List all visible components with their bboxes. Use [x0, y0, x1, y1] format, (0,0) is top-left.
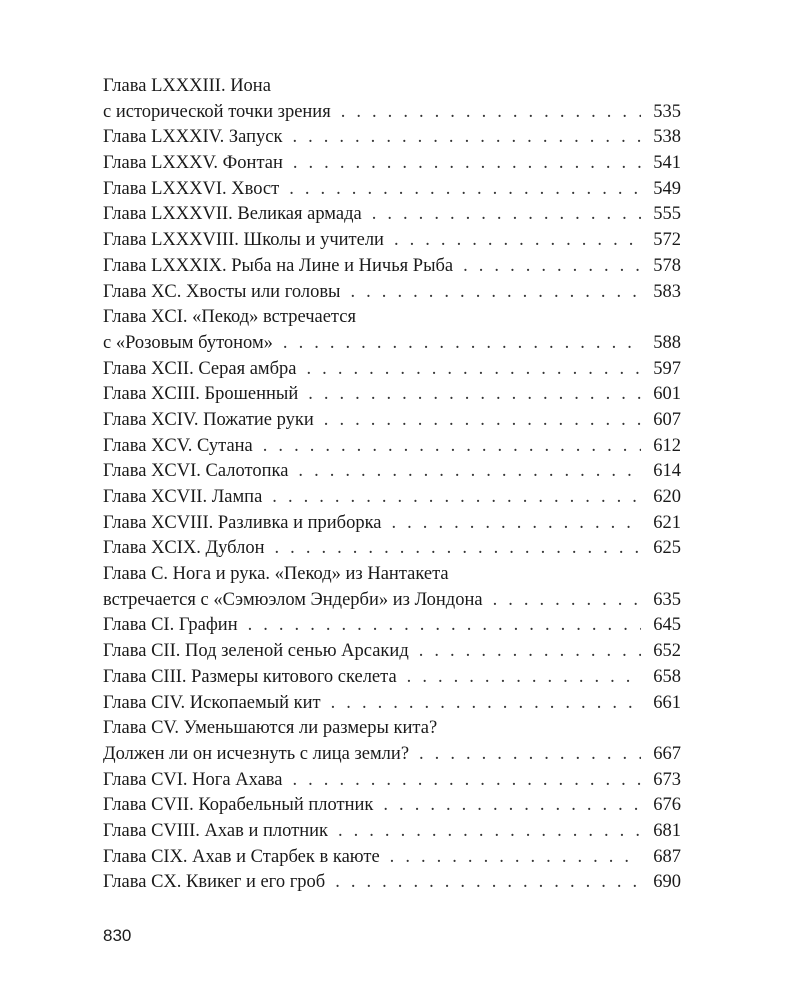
dot-leader	[283, 331, 641, 357]
chapter-title: с «Розовым бутоном»	[103, 332, 273, 353]
chapter-title: Глава LXXXVII. Великая армада	[103, 204, 362, 225]
toc-line	[103, 357, 681, 383]
toc-entry	[103, 819, 681, 845]
page-ref: 652	[653, 641, 681, 662]
toc-entry	[103, 254, 681, 280]
toc-entry	[103, 382, 681, 408]
chapter-title: Должен ли он исчезнуть с лица земли?	[103, 743, 410, 764]
chapter-title: Глава XCVI. Салотопка	[103, 461, 289, 482]
page-ref: 578	[653, 255, 681, 276]
toc-line	[103, 382, 681, 408]
toc-line	[103, 408, 681, 434]
page-ref: 676	[653, 795, 681, 816]
dot-leader	[463, 254, 641, 280]
toc-line	[103, 100, 681, 126]
toc-line	[103, 742, 681, 768]
toc-entry	[103, 434, 681, 460]
chapter-title: Глава XCI. «Пекод» встречается	[103, 307, 356, 328]
toc-entry	[103, 613, 681, 639]
toc-entry	[103, 716, 681, 767]
page-ref: 645	[653, 615, 681, 636]
dot-leader	[351, 280, 642, 306]
page-ref: 625	[653, 538, 681, 559]
toc-line	[103, 562, 681, 588]
chapter-title: Глава XCIX. Дублон	[103, 538, 265, 559]
chapter-title: Глава CV. Уменьшаются ли размеры кита?	[103, 718, 438, 739]
chapter-title: Глава CI. Графин	[103, 615, 238, 636]
toc-line	[103, 511, 681, 537]
toc-line	[103, 202, 681, 228]
toc-line	[103, 793, 681, 819]
page-ref: 690	[653, 872, 681, 893]
toc-entry	[103, 511, 681, 537]
chapter-title: Глава XCIV. Пожатие руки	[103, 409, 314, 430]
chapter-title: Глава XCV. Сутана	[103, 435, 253, 456]
dot-leader	[372, 202, 641, 228]
chapter-title: Глава LXXXIX. Рыба на Лине и Ничья Рыба	[103, 255, 454, 276]
page-ref: 621	[653, 512, 681, 533]
dot-leader	[293, 768, 642, 794]
chapter-title: Глава CIX. Ахав и Старбек в каюте	[103, 846, 380, 867]
toc-entry	[103, 536, 681, 562]
toc-line	[103, 639, 681, 665]
toc-entry	[103, 202, 681, 228]
toc-line	[103, 74, 681, 100]
page-ref: 667	[653, 743, 681, 764]
chapter-title: встречается с «Сэмюэлом Эндерби» из Лондона	[103, 589, 483, 610]
toc-entry	[103, 870, 681, 896]
page-ref: 635	[653, 589, 681, 610]
dot-leader	[493, 588, 641, 614]
toc-entry	[103, 125, 681, 151]
dot-leader	[263, 434, 641, 460]
page-ref: 673	[653, 769, 681, 790]
dot-leader	[394, 228, 641, 254]
chapter-title: Глава XCII. Серая амбра	[103, 358, 297, 379]
toc-line	[103, 151, 681, 177]
dot-leader	[307, 357, 641, 383]
dot-leader	[419, 742, 641, 768]
toc-entry	[103, 793, 681, 819]
page-ref: 661	[653, 692, 681, 713]
chapter-title: Глава CII. Под зеленой сенью Арсакид	[103, 641, 409, 662]
dot-leader	[331, 691, 641, 717]
toc-line	[103, 459, 681, 485]
chapter-title: Глава CVII. Корабельный плотник	[103, 795, 374, 816]
toc-entry	[103, 228, 681, 254]
toc-line	[103, 819, 681, 845]
dot-leader	[390, 845, 641, 871]
toc-entry	[103, 408, 681, 434]
dot-leader	[392, 511, 642, 537]
page-ref: 597	[653, 358, 681, 379]
page-ref: 535	[653, 101, 681, 122]
chapter-title: Глава CVIII. Ахав и плотник	[103, 820, 328, 841]
toc-entry	[103, 665, 681, 691]
page-ref: 541	[653, 153, 681, 174]
dot-leader	[298, 459, 641, 485]
toc-line	[103, 665, 681, 691]
toc-entry	[103, 639, 681, 665]
toc-entry	[103, 459, 681, 485]
dot-leader	[308, 382, 641, 408]
toc-entry	[103, 305, 681, 356]
dot-leader	[335, 870, 641, 896]
chapter-title: Глава CVI. Нога Ахава	[103, 769, 283, 790]
chapter-title: Глава LXXXVI. Хвост	[103, 178, 280, 199]
chapter-title: Глава CIII. Размеры китового скелета	[103, 666, 397, 687]
page-number: 830	[103, 926, 132, 945]
page-ref: 572	[653, 230, 681, 251]
chapter-title: Глава XCVII. Лампа	[103, 487, 263, 507]
toc-line	[103, 536, 681, 562]
dot-leader	[383, 793, 641, 819]
dot-leader	[289, 177, 641, 203]
toc-line	[103, 613, 681, 639]
toc-line	[103, 331, 681, 357]
dot-leader	[341, 100, 641, 126]
dot-leader	[292, 125, 641, 151]
chapter-title: с исторической точки зрения	[103, 101, 331, 122]
toc-line	[103, 870, 681, 896]
chapter-title: Глава CIV. Ископаемый кит	[103, 692, 321, 713]
toc-line	[103, 280, 681, 306]
page-ref: 658	[653, 666, 681, 687]
chapter-title: Глава LXXXIV. Запуск	[103, 127, 283, 148]
chapter-title: Глава XCVIII. Разливка и приборка	[103, 512, 382, 533]
toc-line	[103, 434, 681, 460]
dot-leader	[324, 408, 641, 434]
toc-entry	[103, 485, 681, 511]
toc-line	[103, 485, 681, 511]
chapter-title: Глава C. Нога и рука. «Пекод» из Нантакета	[103, 564, 449, 585]
page-ref: 601	[653, 384, 681, 405]
dot-leader	[419, 639, 641, 665]
chapter-title: Глава XCIII. Брошенный	[103, 384, 299, 405]
toc-line	[103, 228, 681, 254]
page-ref: 620	[653, 487, 681, 507]
toc-line	[103, 125, 681, 151]
page-ref: 612	[653, 435, 681, 456]
page-ref: 681	[653, 820, 681, 841]
toc-line	[103, 305, 681, 331]
page-ref: 588	[653, 332, 681, 353]
chapter-title: Глава CX. Квикег и его гроб	[103, 872, 326, 893]
page-ref: 549	[653, 178, 681, 199]
toc-line	[103, 768, 681, 794]
dot-leader	[293, 151, 641, 177]
toc-entry	[103, 768, 681, 794]
toc-line	[103, 716, 681, 742]
dot-leader	[272, 485, 641, 511]
toc-entry	[103, 691, 681, 717]
dot-leader	[338, 819, 641, 845]
page-ref: 555	[653, 204, 681, 225]
page-ref: 583	[653, 281, 681, 302]
toc-entry	[103, 151, 681, 177]
table-of-contents	[103, 74, 681, 896]
chapter-title: Глава LXXXVIII. Школы и учители	[103, 230, 384, 251]
page-ref: 538	[653, 127, 681, 148]
toc-entry	[103, 562, 681, 613]
toc-line	[103, 588, 681, 614]
toc-entry	[103, 845, 681, 871]
page-ref: 687	[653, 846, 681, 867]
toc-line	[103, 254, 681, 280]
chapter-title: Глава LXXXV. Фонтан	[103, 153, 283, 174]
page-ref: 614	[653, 461, 681, 482]
toc-line	[103, 845, 681, 871]
chapter-title: Глава LXXXIII. Иона	[103, 76, 271, 96]
toc-entry	[103, 74, 681, 125]
chapter-title: Глава XC. Хвосты или головы	[103, 281, 341, 302]
toc-entry	[103, 357, 681, 383]
dot-leader	[275, 536, 641, 562]
toc-entry	[103, 280, 681, 306]
toc-line	[103, 177, 681, 203]
toc-entry	[103, 177, 681, 203]
dot-leader	[248, 613, 641, 639]
dot-leader	[407, 665, 641, 691]
toc-line	[103, 691, 681, 717]
page-ref: 607	[653, 409, 681, 430]
